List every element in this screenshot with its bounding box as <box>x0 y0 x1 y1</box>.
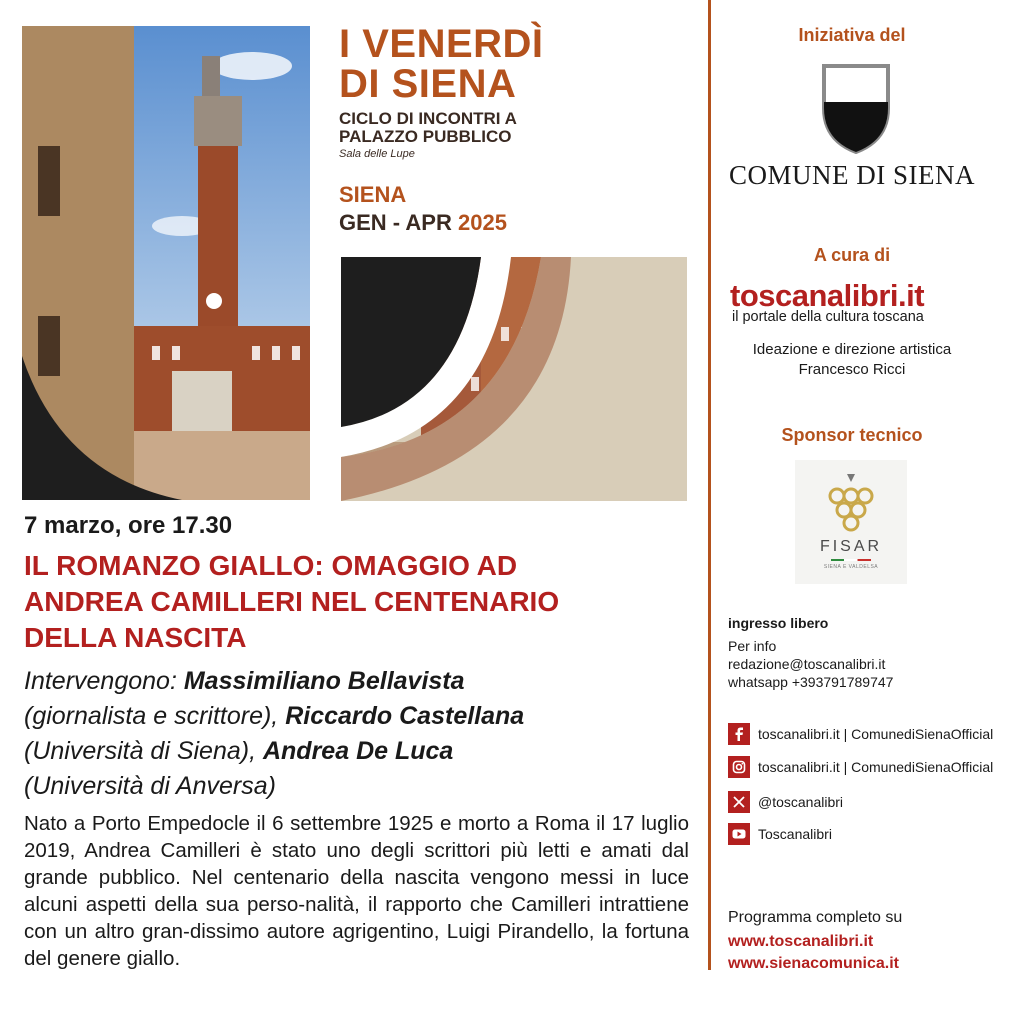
event-title <box>24 548 684 656</box>
city-label: SIENA <box>339 182 407 207</box>
info-label: Per info <box>728 638 777 654</box>
speaker-role: (Università di Anversa) <box>24 772 276 800</box>
speaker-role: (giornalista e scrittore), <box>24 702 279 730</box>
comune-shield-logo <box>818 64 894 154</box>
facebook-icon <box>728 723 750 745</box>
social-facebook[interactable] <box>728 723 993 745</box>
fisar-subtitle: SIENA E VALDELSA <box>823 564 879 570</box>
link-toscanalibri[interactable]: www.toscanalibri.it <box>728 933 874 950</box>
event-title-line: IL ROMANZO GIALLO: OMAGGIO AD <box>24 550 518 581</box>
venue-label: Sala delle Lupe <box>339 148 415 160</box>
event-series-title <box>339 24 544 104</box>
event-date: 7 marzo, ore 17.30 <box>24 512 233 539</box>
speakers-block <box>24 664 694 804</box>
artistic-direction <box>722 340 982 380</box>
event-title-line: ANDREA CAMILLERI NEL CENTENARIO <box>24 586 560 617</box>
speaker-name: Riccardo Castellana <box>285 702 525 730</box>
event-title-line: DELLA NASCITA <box>24 622 247 653</box>
period-year: 2025 <box>457 210 507 235</box>
free-entry-label: ingresso libero <box>728 615 829 631</box>
link-sienacomunica[interactable]: www.sienacomunica.it <box>728 955 900 972</box>
speaker-role: (Università di Siena), <box>24 737 257 765</box>
instagram-icon <box>728 756 750 778</box>
period-months: GEN - APR <box>339 210 452 235</box>
hero-graphic-piazza <box>341 257 687 501</box>
program-label: Programma completo su <box>728 909 903 926</box>
speaker-name: Massimiliano Bellavista <box>183 667 465 695</box>
fisar-wordmark: FISAR <box>819 538 883 555</box>
social-x[interactable] <box>728 791 843 813</box>
title-line-1: I VENERDÌ <box>339 22 544 66</box>
curated-label: A cura di <box>813 245 891 265</box>
subtitle-line-1: CICLO DI INCONTRI A <box>339 109 517 128</box>
speakers-intro: Intervengono: <box>24 667 177 695</box>
comune-name: COMUNE DI SIENA <box>729 160 975 190</box>
speaker-name: Andrea De Luca <box>262 737 454 765</box>
social-youtube[interactable] <box>728 823 832 845</box>
hero-photo-torre-del-mangia <box>22 26 310 500</box>
period-label <box>339 210 507 236</box>
event-series-subtitle <box>339 110 517 146</box>
fisar-logo <box>795 460 907 584</box>
initiative-label: Iniziativa del <box>798 25 906 45</box>
social-x-text: @toscanalibri <box>758 794 844 810</box>
x-icon <box>728 791 750 813</box>
artistic-director-name: Francesco Ricci <box>798 361 906 378</box>
toscanalibri-tagline: il portale della cultura toscana <box>732 309 924 325</box>
italian-flag-stripe <box>831 559 871 561</box>
social-youtube-text: Toscanalibri <box>758 826 832 842</box>
event-description: Nato a Porto Empedocle il 6 settembre 1925 e morto a Roma il 17 luglio 2019, Andrea Camilleri è stato uno degli scrittori più letti e amati dal grande pubblico. Nel centenario della nascita vengono messi in luce alcuni aspetti della sua perso-nalità, il rapporto che Camilleri intrattiene con un altro gran-dissimo autore agrigentino, Luigi Pirandello, la fortuna del genere giallo. <box>24 812 689 970</box>
column-divider <box>708 0 711 970</box>
social-facebook-text: toscanalibri.it | ComunediSienaOfficial <box>758 726 994 742</box>
toscanalibri-logo: toscanalibri.it <box>730 278 925 313</box>
contact-email[interactable]: redazione@toscanalibri.it <box>728 656 886 672</box>
grape-icon <box>795 460 907 538</box>
social-instagram-text: toscanalibri.it | ComunediSienaOfficial <box>758 759 994 775</box>
contact-whatsapp[interactable]: whatsapp +393791789747 <box>728 674 894 690</box>
youtube-icon <box>728 823 750 845</box>
subtitle-line-2: PALAZZO PUBBLICO <box>339 127 512 146</box>
title-line-2: DI SIENA <box>339 62 517 106</box>
artistic-direction-label: Ideazione e direzione artistica <box>752 341 952 358</box>
social-instagram[interactable] <box>728 756 993 778</box>
contact-info <box>728 637 893 691</box>
sponsor-label: Sponsor tecnico <box>781 425 923 445</box>
